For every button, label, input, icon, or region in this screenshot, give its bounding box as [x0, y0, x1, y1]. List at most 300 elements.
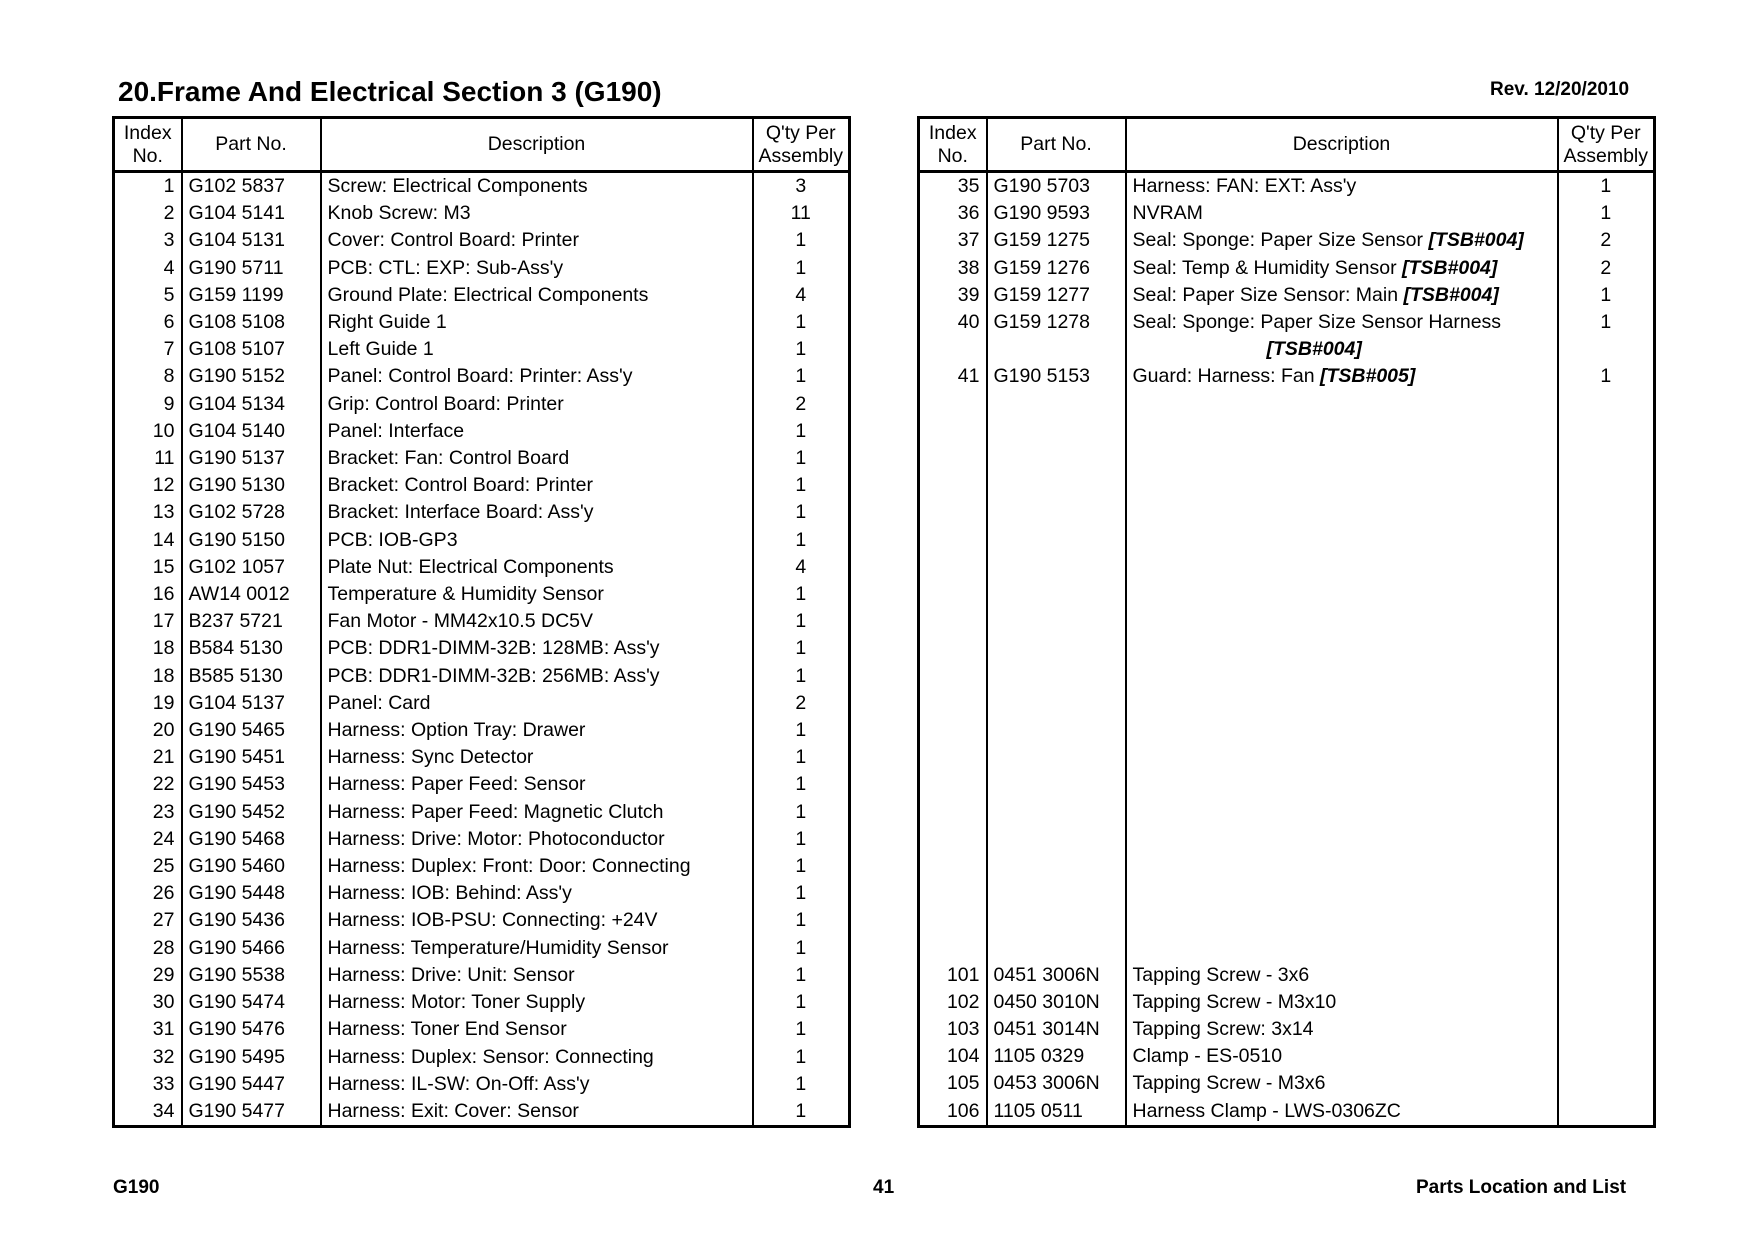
index-cell	[919, 663, 987, 690]
quantity-cell: 1	[753, 608, 850, 635]
quantity-cell	[1558, 581, 1655, 608]
table-row	[114, 799, 850, 826]
index-cell: 9	[114, 391, 182, 418]
index-cell: 26	[114, 880, 182, 907]
quantity-cell: 1	[753, 336, 850, 363]
quantity-cell: 1	[753, 826, 850, 853]
description-cell: PCB: CTL: EXP: Sub-Ass'y	[321, 255, 753, 282]
part-number-cell	[987, 391, 1126, 418]
part-number-cell	[987, 635, 1126, 662]
part-number-cell	[987, 907, 1126, 934]
index-cell: 33	[114, 1071, 182, 1098]
part-number-cell: G190 5495	[182, 1044, 321, 1071]
column-header-part-no: Part No.	[182, 118, 321, 172]
description-cell	[1126, 1098, 1558, 1127]
description-cell	[1126, 309, 1558, 336]
table-row	[114, 200, 850, 227]
table-row	[114, 744, 850, 771]
part-number-cell: G104 5134	[182, 391, 321, 418]
table-row	[114, 1071, 850, 1098]
table-row	[919, 1016, 1655, 1043]
quantity-cell: 1	[753, 907, 850, 934]
part-number-cell	[987, 336, 1126, 363]
part-number-cell: 1105 0329	[987, 1043, 1126, 1070]
quantity-cell: 1	[753, 527, 850, 554]
index-cell: 3	[114, 227, 182, 254]
description-cell: Panel: Interface	[321, 418, 753, 445]
index-cell	[919, 391, 987, 418]
part-number-cell: G190 9593	[987, 200, 1126, 227]
quantity-cell: 4	[753, 282, 850, 309]
description-cell: Harness: Drive: Unit: Sensor	[321, 962, 753, 989]
description-cell	[1126, 445, 1558, 472]
description-cell: Left Guide 1	[321, 336, 753, 363]
quantity-cell: 1	[753, 989, 850, 1016]
column-header-qty: Q'ty Per Assembly	[753, 118, 850, 172]
table-row	[114, 935, 850, 962]
part-number-cell: G108 5107	[182, 336, 321, 363]
index-cell	[919, 907, 987, 934]
description-cell: Ground Plate: Electrical Components	[321, 282, 753, 309]
index-cell: 19	[114, 690, 182, 717]
part-number-cell: 0451 3014N	[987, 1016, 1126, 1043]
description-cell	[1126, 717, 1558, 744]
description-cell: Harness: Toner End Sensor	[321, 1016, 753, 1043]
index-cell	[919, 581, 987, 608]
part-number-cell: 1105 0511	[987, 1098, 1126, 1127]
part-number-cell	[987, 853, 1126, 880]
part-number-cell: G104 5137	[182, 690, 321, 717]
revision-date: Rev. 12/20/2010	[1490, 79, 1630, 100]
quantity-cell: 1	[1558, 200, 1655, 227]
part-number-cell: G190 5130	[182, 472, 321, 499]
description-cell	[1126, 989, 1558, 1016]
description-cell: Harness: Option Tray: Drawer	[321, 717, 753, 744]
quantity-cell: 1	[1558, 172, 1655, 201]
quantity-cell	[1558, 608, 1655, 635]
description-cell	[1126, 527, 1558, 554]
description-cell: Bracket: Control Board: Printer	[321, 472, 753, 499]
part-number-cell: G159 1277	[987, 282, 1126, 309]
table-row	[114, 391, 850, 418]
part-number-cell: G102 1057	[182, 554, 321, 581]
part-number-cell: G190 5465	[182, 717, 321, 744]
index-cell: 2	[114, 200, 182, 227]
description-text: Seal: Sponge: Paper Size Sensor Harness	[1132, 311, 1502, 334]
quantity-cell: 1	[753, 255, 850, 282]
index-cell: 30	[114, 989, 182, 1016]
index-cell: 39	[919, 282, 987, 309]
table-row	[919, 336, 1655, 363]
index-cell: 34	[114, 1098, 182, 1127]
index-cell: 4	[114, 255, 182, 282]
index-cell: 1	[114, 172, 182, 201]
table-row	[919, 472, 1655, 499]
index-cell: 41	[919, 363, 987, 390]
quantity-cell	[1558, 418, 1655, 445]
footer-model: G190	[113, 1177, 160, 1198]
index-cell: 105	[919, 1070, 987, 1097]
quantity-cell: 1	[753, 744, 850, 771]
index-cell	[919, 798, 987, 825]
quantity-cell: 1	[753, 418, 850, 445]
table-row	[114, 499, 850, 526]
index-cell: 5	[114, 282, 182, 309]
description-cell	[1126, 1070, 1558, 1097]
part-number-cell: AW14 0012	[182, 581, 321, 608]
table-row	[919, 663, 1655, 690]
table-header-row	[114, 118, 850, 172]
index-cell	[919, 771, 987, 798]
description-cell	[1126, 472, 1558, 499]
description-cell	[1126, 418, 1558, 445]
index-cell: 15	[114, 554, 182, 581]
part-number-cell	[987, 445, 1126, 472]
description-cell	[1126, 826, 1558, 853]
table-row	[114, 336, 850, 363]
quantity-cell: 1	[753, 581, 850, 608]
index-cell: 31	[114, 1016, 182, 1043]
index-cell: 38	[919, 255, 987, 282]
part-number-cell	[987, 771, 1126, 798]
part-number-cell: G159 1199	[182, 282, 321, 309]
description-cell	[1126, 635, 1558, 662]
part-number-cell: G190 5711	[182, 255, 321, 282]
table-row	[919, 200, 1655, 227]
part-number-cell: G159 1275	[987, 227, 1126, 254]
quantity-cell: 1	[753, 1016, 850, 1043]
quantity-cell: 3	[753, 172, 850, 201]
table-row	[114, 554, 850, 581]
description-cell: Plate Nut: Electrical Components	[321, 554, 753, 581]
index-cell: 18	[114, 635, 182, 662]
description-cell: Harness: Temperature/Humidity Sensor	[321, 935, 753, 962]
part-number-cell: G190 5152	[182, 363, 321, 390]
description-cell: Harness: Motor: Toner Supply	[321, 989, 753, 1016]
part-number-cell: G190 5137	[182, 445, 321, 472]
quantity-cell: 1	[753, 935, 850, 962]
part-number-cell: 0450 3010N	[987, 989, 1126, 1016]
index-cell	[919, 554, 987, 581]
index-cell: 32	[114, 1044, 182, 1071]
quantity-cell	[1558, 962, 1655, 989]
table-row	[919, 255, 1655, 282]
description-cell	[1126, 962, 1558, 989]
description-text: NVRAM	[1132, 202, 1203, 225]
quantity-cell: 2	[753, 391, 850, 418]
part-number-cell: G190 5538	[182, 962, 321, 989]
description-cell: Harness: Paper Feed: Magnetic Clutch	[321, 799, 753, 826]
quantity-cell	[1558, 717, 1655, 744]
tsb-reference: [TSB#004]	[1266, 338, 1362, 361]
table-row	[919, 962, 1655, 989]
description-cell: Harness: Exit: Cover: Sensor	[321, 1098, 753, 1127]
description-cell	[1126, 663, 1558, 690]
index-cell	[919, 336, 987, 363]
description-cell: Cover: Control Board: Printer	[321, 227, 753, 254]
part-number-cell	[987, 934, 1126, 961]
quantity-cell	[1558, 635, 1655, 662]
part-number-cell: G190 5460	[182, 853, 321, 880]
quantity-cell	[1558, 391, 1655, 418]
description-cell	[1126, 554, 1558, 581]
index-cell	[919, 499, 987, 526]
table-row	[919, 826, 1655, 853]
quantity-cell: 11	[753, 200, 850, 227]
quantity-cell	[1558, 336, 1655, 363]
part-number-cell: G190 5150	[182, 527, 321, 554]
description-cell: Harness: IL-SW: On-Off: Ass'y	[321, 1071, 753, 1098]
quantity-cell	[1558, 798, 1655, 825]
index-cell: 12	[114, 472, 182, 499]
table-row	[919, 445, 1655, 472]
part-number-cell	[987, 663, 1126, 690]
index-cell: 29	[114, 962, 182, 989]
part-number-cell: G190 5453	[182, 771, 321, 798]
index-cell: 37	[919, 227, 987, 254]
description-text: Guard: Harness: Fan	[1132, 365, 1320, 388]
index-cell: 27	[114, 907, 182, 934]
part-number-cell	[987, 717, 1126, 744]
part-number-cell: B584 5130	[182, 635, 321, 662]
table-row	[919, 744, 1655, 771]
table-row	[919, 907, 1655, 934]
part-number-cell: G190 5436	[182, 907, 321, 934]
description-cell	[1126, 744, 1558, 771]
description-text: Tapping Screw - M3x6	[1132, 1072, 1326, 1095]
description-cell	[1126, 255, 1558, 282]
description-cell: Harness: Duplex: Front: Door: Connecting	[321, 853, 753, 880]
description-cell: Temperature & Humidity Sensor	[321, 581, 753, 608]
table-row	[114, 853, 850, 880]
part-number-cell	[987, 554, 1126, 581]
quantity-cell: 1	[753, 962, 850, 989]
part-number-cell	[987, 798, 1126, 825]
quantity-cell	[1558, 934, 1655, 961]
table-row	[114, 581, 850, 608]
description-cell: Harness: Duplex: Sensor: Connecting	[321, 1044, 753, 1071]
index-cell	[919, 690, 987, 717]
quantity-cell	[1558, 1016, 1655, 1043]
table-row	[919, 690, 1655, 717]
description-cell	[1126, 1016, 1558, 1043]
table-row	[919, 934, 1655, 961]
table-row	[919, 771, 1655, 798]
footer-section-title: Parts Location and List	[1416, 1177, 1627, 1198]
table-row	[114, 989, 850, 1016]
index-cell: 16	[114, 581, 182, 608]
table-row	[114, 962, 850, 989]
quantity-cell	[1558, 499, 1655, 526]
table-row	[919, 1098, 1655, 1127]
description-cell: Fan Motor - MM42x10.5 DC5V	[321, 608, 753, 635]
part-number-cell: 0453 3006N	[987, 1070, 1126, 1097]
table-row	[114, 472, 850, 499]
table-row	[919, 418, 1655, 445]
table-row	[114, 1098, 850, 1127]
table-row	[919, 635, 1655, 662]
parts-table-left	[112, 116, 851, 1128]
description-text: Seal: Temp & Humidity Sensor	[1132, 256, 1403, 279]
table-row	[919, 798, 1655, 825]
part-number-cell: G104 5131	[182, 227, 321, 254]
description-cell	[1126, 798, 1558, 825]
quantity-cell	[1558, 771, 1655, 798]
column-header-qty: Q'ty Per Assembly	[1558, 118, 1655, 172]
description-cell	[1126, 227, 1558, 254]
quantity-cell: 1	[1558, 363, 1655, 390]
index-cell	[919, 472, 987, 499]
page-title: 20.Frame And Electrical Section 3 (G190)	[118, 76, 662, 107]
index-cell	[919, 608, 987, 635]
quantity-cell	[1558, 445, 1655, 472]
quantity-cell: 1	[753, 771, 850, 798]
tsb-reference: [TSB#004]	[1402, 256, 1498, 279]
quantity-cell	[1558, 744, 1655, 771]
tsb-reference: [TSB#004]	[1428, 229, 1524, 252]
index-cell: 36	[919, 200, 987, 227]
part-number-cell: G190 5477	[182, 1098, 321, 1127]
index-cell: 25	[114, 853, 182, 880]
index-cell: 28	[114, 935, 182, 962]
quantity-cell: 1	[1558, 309, 1655, 336]
table-row	[919, 363, 1655, 390]
table-row	[114, 418, 850, 445]
index-cell: 20	[114, 717, 182, 744]
description-cell: PCB: DDR1-DIMM-32B: 256MB: Ass'y	[321, 663, 753, 690]
table-row	[114, 907, 850, 934]
description-cell	[1126, 363, 1558, 390]
quantity-cell: 1	[753, 799, 850, 826]
quantity-cell	[1558, 853, 1655, 880]
description-cell: Harness: Drive: Motor: Photoconductor	[321, 826, 753, 853]
footer-page-number: 41	[873, 1177, 895, 1198]
quantity-cell: 1	[753, 635, 850, 662]
description-text: Seal: Paper Size Sensor: Main	[1132, 283, 1404, 306]
index-cell: 22	[114, 771, 182, 798]
description-cell	[1126, 1043, 1558, 1070]
description-text: Tapping Screw - M3x10	[1132, 990, 1337, 1013]
part-number-cell	[987, 880, 1126, 907]
quantity-cell	[1558, 880, 1655, 907]
table-row	[114, 1016, 850, 1043]
description-cell: Bracket: Interface Board: Ass'y	[321, 499, 753, 526]
table-row	[919, 554, 1655, 581]
index-cell: 18	[114, 663, 182, 690]
quantity-cell: 1	[753, 1071, 850, 1098]
index-cell: 101	[919, 962, 987, 989]
table-row	[919, 1043, 1655, 1070]
description-cell: PCB: IOB-GP3	[321, 527, 753, 554]
quantity-cell	[1558, 472, 1655, 499]
quantity-cell: 1	[753, 472, 850, 499]
part-number-cell: G104 5140	[182, 418, 321, 445]
quantity-cell: 2	[753, 690, 850, 717]
quantity-cell: 1	[753, 227, 850, 254]
column-header-description: Description	[1126, 118, 1558, 172]
index-cell	[919, 934, 987, 961]
index-cell: 24	[114, 826, 182, 853]
index-cell: 11	[114, 445, 182, 472]
quantity-cell: 1	[753, 499, 850, 526]
quantity-cell	[1558, 989, 1655, 1016]
description-cell	[1126, 581, 1558, 608]
index-cell	[919, 853, 987, 880]
description-cell	[1126, 907, 1558, 934]
part-number-cell: G190 5466	[182, 935, 321, 962]
quantity-cell	[1558, 554, 1655, 581]
description-cell	[1126, 391, 1558, 418]
description-cell: Panel: Control Board: Printer: Ass'y	[321, 363, 753, 390]
table-row	[919, 853, 1655, 880]
part-number-cell: G159 1278	[987, 309, 1126, 336]
table-row	[919, 880, 1655, 907]
description-cell: Harness: Sync Detector	[321, 744, 753, 771]
index-cell: 14	[114, 527, 182, 554]
index-cell: 23	[114, 799, 182, 826]
column-header-part-no: Part No.	[987, 118, 1126, 172]
table-row	[919, 282, 1655, 309]
part-number-cell: G102 5728	[182, 499, 321, 526]
table-row	[114, 255, 850, 282]
quantity-cell: 1	[753, 717, 850, 744]
table-row	[114, 608, 850, 635]
table-row	[114, 663, 850, 690]
table-row	[114, 1044, 850, 1071]
column-header-description: Description	[321, 118, 753, 172]
part-number-cell: G190 5153	[987, 363, 1126, 390]
part-number-cell	[987, 581, 1126, 608]
quantity-cell: 1	[753, 1044, 850, 1071]
description-cell	[1126, 172, 1558, 201]
part-number-cell	[987, 418, 1126, 445]
part-number-cell	[987, 499, 1126, 526]
index-cell: 40	[919, 309, 987, 336]
index-cell: 7	[114, 336, 182, 363]
table-row	[114, 826, 850, 853]
quantity-cell: 1	[753, 445, 850, 472]
part-number-cell	[987, 608, 1126, 635]
table-row	[919, 1070, 1655, 1097]
table-row	[114, 527, 850, 554]
quantity-cell: 1	[753, 853, 850, 880]
quantity-cell: 4	[753, 554, 850, 581]
table-header-row	[919, 118, 1655, 172]
description-cell	[1126, 690, 1558, 717]
part-number-cell	[987, 527, 1126, 554]
part-number-cell: G190 5448	[182, 880, 321, 907]
quantity-cell	[1558, 826, 1655, 853]
description-cell: Screw: Electrical Components	[321, 172, 753, 201]
description-cell: Panel: Card	[321, 690, 753, 717]
part-number-cell: B237 5721	[182, 608, 321, 635]
description-cell	[1126, 336, 1558, 363]
part-number-cell	[987, 744, 1126, 771]
table-row	[919, 391, 1655, 418]
tsb-reference: [TSB#005]	[1320, 365, 1416, 388]
table-row	[919, 527, 1655, 554]
table-row	[114, 282, 850, 309]
table-row	[114, 771, 850, 798]
table-row	[114, 880, 850, 907]
description-cell: Harness: IOB-PSU: Connecting: +24V	[321, 907, 753, 934]
index-cell: 35	[919, 172, 987, 201]
quantity-cell: 1	[1558, 282, 1655, 309]
description-cell: Bracket: Fan: Control Board	[321, 445, 753, 472]
tsb-reference: [TSB#004]	[1403, 283, 1499, 306]
parts-table-right	[917, 116, 1656, 1128]
quantity-cell: 1	[753, 363, 850, 390]
